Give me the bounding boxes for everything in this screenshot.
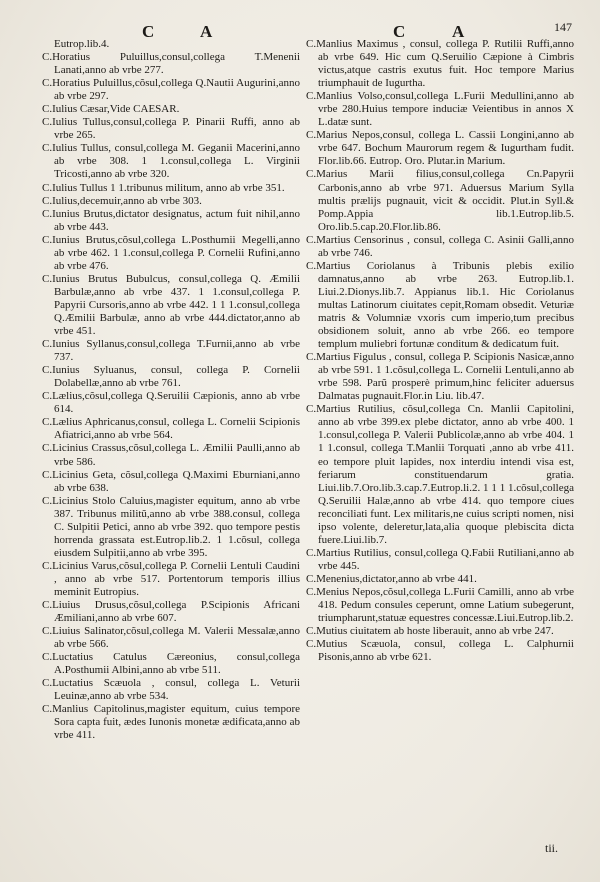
dictionary-entry: C.Iulius Tullus 1 1.tribunus militum, anno ab vrbe 351. xyxy=(42,181,285,194)
dictionary-entry: C.Martius Censorinus , consul, collega C. Asinii Galli,anno ab vrbe 746. xyxy=(306,233,574,259)
running-head-left-c: C xyxy=(142,22,157,41)
dictionary-entry: C.Licinius Stolo Caluius,magister equitum, anno ab vrbe 387. Tribunus militũ,anno ab vrbe 388.consul, collega C. Sulpitii Petici, anno ab vrbe 392. quo tempore pestis horrenda grassata est.Eutrop.lib.2. 1 1.cõsul, collega eiusdem Sulpitii,anno ab vrbe 395. xyxy=(42,494,300,559)
dictionary-entry: C.Iunius Syllanus,consul,collega T.Furnii,anno ab vrbe 737. xyxy=(42,338,300,364)
dictionary-entry: C.Marius Marii filius,consul,collega Cn.Papyrii Carbonis,anno ab vrbe 971. Aduersus Marium Sylla multis prælijs pugnauit, vicit & occidit. Plut.in Syll.& Pomp.Appia lib.1.Eutrop.lib.5. Oro.lib.5.cap.20.Flor.lib.86. xyxy=(306,168,574,233)
dictionary-entry: Eutrop.lib.4. xyxy=(54,38,110,50)
dictionary-entry: C.Liuius Drusus,cõsul,collega P.Scipionis Africani Æmiliani,anno ab vrbe 607. xyxy=(42,599,300,625)
dictionary-entry: C.Martius Coriolanus à Tribunis plebis exilio damnatus,anno ab vrbe 263. Eutrop.lib.1. Liui.2.Dionys.lib.7. Appianus lib.1. Hic Coriolanus multas Latinorum ciuitates cepit,Romam obsedit. Veturiæ matris & Volumniæ vxoris cum imperio,tum precibus obsidionem soluit, anno ab vrbe 266. eo tempore templum muliebri fortunæ conditum & dedicatum fuit. xyxy=(306,259,574,351)
dictionary-entry: C.Iulius Cæsar,Vide CAESAR. xyxy=(42,103,180,116)
dictionary-entry: C.Manlius Capitolinus,magister equitum, cuius tempore Sora capta fuit, ædes Iunonis monetæ ædificata,anno ab vrbe 411. xyxy=(42,703,300,742)
dictionary-entry: C.Licinius Crassus,cõsul,collega L. Æmilii Paulli,anno ab vrbe 586. xyxy=(42,442,300,468)
dictionary-entry: C.Mutius Scæuola, consul, collega L. Calphurnii Pisonis,anno ab vrbe 621. xyxy=(306,638,574,664)
dictionary-entry: C.Licinius Geta, cõsul,collega Q.Maximi Eburniani,anno ab vrbe 638. xyxy=(42,468,300,494)
running-head-right-c: C xyxy=(393,22,408,41)
dictionary-entry: C.Iunius Brutus Bubulcus, consul,collega Q. Æmilii Barbulæ,anno ab vrbe 437. 1 1.consul,collega P. Papyrii Cursoris,anno ab vrbe 442. 1 1 1.consul,collega Q.Æmilii Barbulæ, anno ab vrbe 444.dictator,anno ab vrbe 451. xyxy=(42,272,300,338)
dictionary-entry: C.Iunius Brutus,cõsul,collega L.Posthumii Megelli,anno ab vrbe 462. 1 1.consul,collega P. Cornelii Rufini,anno ab vrbe 476. xyxy=(42,233,300,272)
dictionary-entry: C.Martius Figulus , consul, collega P. Scipionis Nasicæ,anno ab vrbe 591. 1 1.cõsul,collega L. Cornelii Lentuli,anno ab vrbe 598. Parũ prosperè primum,hinc feliciter aduersus Dalmatas pugnauit.Flor.in Liu. lib.47. xyxy=(306,351,574,403)
dictionary-entry: C.Mutius ciuitatem ab hoste liberauit, anno ab vrbe 247. xyxy=(306,625,554,638)
dictionary-entry: C.Iunius Syluanus, consul, collega P. Cornelii Dolabellæ,anno ab vrbe 761. xyxy=(42,364,300,390)
page-number: 147 xyxy=(554,20,572,34)
dictionary-entry: C.Horatius Puluillus,cõsul,collega Q.Nautii Augurini,anno ab vrbe 297. xyxy=(42,77,300,103)
left-column xyxy=(42,38,300,743)
dictionary-entry: C.Lælius,cõsul,collega Q.Seruilii Cæpionis, anno ab vrbe 614. xyxy=(42,390,300,416)
dictionary-entry: C.Iulius Tullus, consul,collega M. Geganii Macerini,anno ab vrbe 308. 1 1.consul,collega L. Virginii Tricosti,anno ab vrbe 320. xyxy=(42,142,300,181)
running-head-right-a: A xyxy=(452,22,467,41)
dictionary-entry: C.Martius Rutilius, cõsul,collega Cn. Manlii Capitolini, anno ab vrbe 399.ex plebe dictator, anno ab vrbe 400. 1 1.consul,collega P. Valerii Publicolæ,anno ab vrbe 404. 1 1 1.consul, collega T.Manlii Torquati ,anno ab vrbe 411. eo tempore pluit lapides, nox interdiu intendi visa est, feriarum constituendarum gratia. Liui.lib.7.Oro.lib.3.cap.7.Eutrop.li.2. 1 1 1 1.cõsul,collega Q.Seruilii Halæ,anno ab vrbe 414. quo tempore ciues reconciliati funt. Lex militaris,ne cuius scripti nomen, nisi ipso volente, deleretur,lata,alia quoque plebiscita dicta fuere.Liui.lib.7. xyxy=(306,403,574,546)
dictionary-entry: C.Marius Nepos,consul, collega L. Cassii Longini,anno ab vrbe 647. Bochum Maurorum regem & Iugurtham fudit. Flor.lib.66. Eutrop. Oro. Plutar.in Marium. xyxy=(306,129,574,168)
dictionary-entry: C.Horatius Puluillus,consul,collega T.Menenii Lanati,anno ab vrbe 277. xyxy=(42,51,300,77)
dictionary-entry: C.Luctatius Catulus Cæreonius, consul,collega A.Posthumii Albini,anno ab vrbe 511. xyxy=(42,651,300,677)
dictionary-entry: C.Luctatius Scæuola , consul, collega L. Veturii Leuinæ,anno ab vrbe 534. xyxy=(42,677,300,703)
dictionary-entry: C.Menius Nepos,cõsul,collega L.Furii Camilli, anno ab vrbe 418. Pedum consules ceperunt, omne Latium subegerunt, triumpharunt,statuæ equestres concessæ.Liui.Eutrop.lib.2. xyxy=(306,585,574,625)
catchword: tii. xyxy=(544,841,558,855)
right-column xyxy=(306,38,574,664)
dictionary-entry: C.Menenius,dictator,anno ab vrbe 441. xyxy=(306,572,477,585)
dictionary-entry: C.Iulius,decemuir,anno ab vrbe 303. xyxy=(42,194,202,207)
dictionary-entry: C.Manlius Maximus , consul, collega P. Rutilii Ruffi,anno ab vrbe 649. Hic cum Q.Seruilio Cæpione à Cimbris victus,atque castris exutus fuit. Hoc tempore Marius triumphauit de Iugurtha. xyxy=(306,38,574,90)
dictionary-entry: C.Manlius Volso,consul,collega L.Furii Medullini,anno ab vrbe 280.Huius tempore induciæ Veientibus in annos X L.datæ sunt. xyxy=(306,90,574,129)
dictionary-entry: C.Iunius Brutus,dictator designatus, actum fuit nihil,anno ab vrbe 443. xyxy=(42,207,300,233)
dictionary-entry: C.Licinius Varus,cõsul,collega P. Cornelii Lentuli Caudini , anno ab vrbe 517. Portentorum temporis illius meminit Eutropius. xyxy=(42,559,300,598)
dictionary-entry: C.Iulius Tullus,consul,collega P. Pinarii Ruffi, anno ab vrbe 265. xyxy=(42,116,300,142)
dictionary-entry: C.Lælius Aphricanus,consul, collega L. Cornelii Scipionis Afiatrici,anno ab vrbe 564. xyxy=(42,416,300,442)
dictionary-entry: C.Liuius Salinator,cõsul,collega M. Valerii Messalæ,anno ab vrbe 566. xyxy=(42,625,300,651)
dictionary-entry: C.Martius Rutilius, consul,collega Q.Fabii Rutiliani,anno ab vrbe 445. xyxy=(306,546,574,572)
running-head-left-a: A xyxy=(200,22,215,41)
